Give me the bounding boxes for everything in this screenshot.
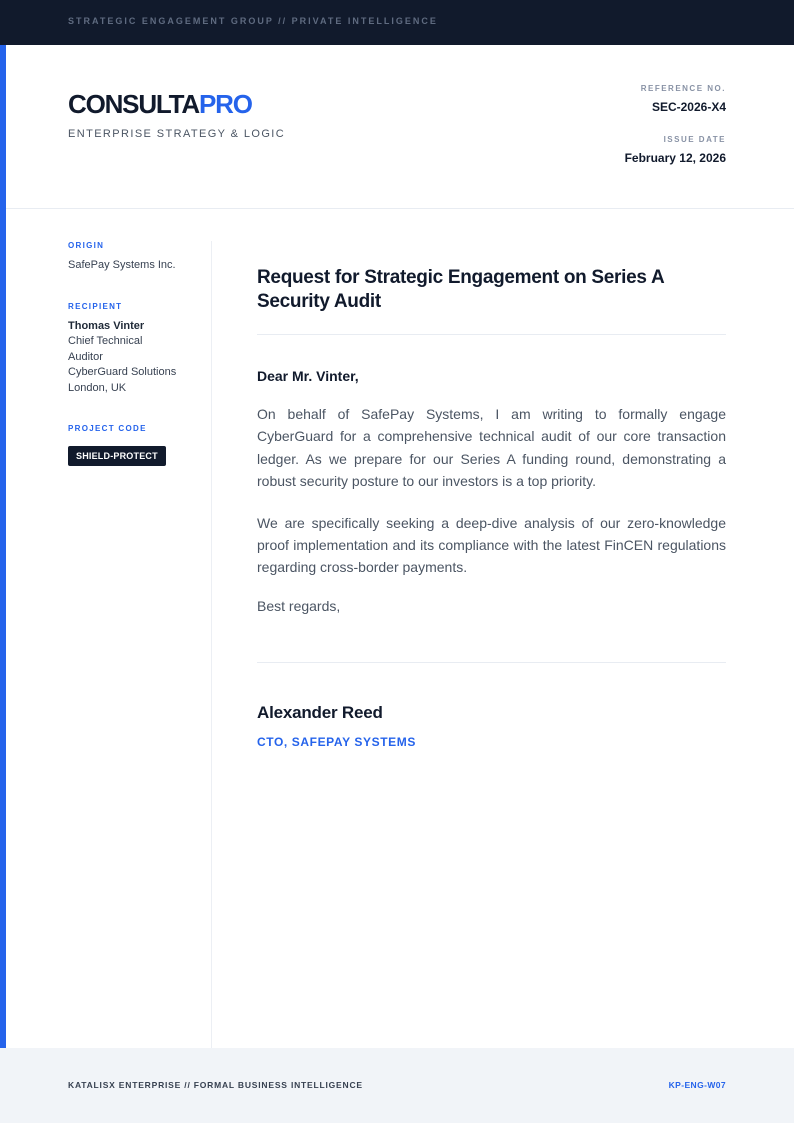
- reference-block: [641, 84, 726, 114]
- project-code-block: [68, 424, 200, 466]
- project-code-label: PROJECT CODE: [68, 424, 147, 433]
- signer-title: CTO, SAFEPAY SYSTEMS: [257, 734, 416, 749]
- brand-name-main: CONSULTA: [68, 89, 199, 119]
- footer-document-code: KP-ENG-W07: [668, 1080, 726, 1090]
- footer-left-text: KATALISX ENTERPRISE // FORMAL BUSINESS INTELLIGENCE: [68, 1080, 363, 1090]
- sidebar: [68, 241, 200, 494]
- origin-block: [68, 241, 200, 274]
- signer-name: Alexander Reed: [257, 702, 383, 722]
- origin-value: SafePay Systems Inc.: [68, 259, 176, 271]
- recipient-label: RECIPIENT: [68, 301, 123, 311]
- recipient-block: [68, 302, 200, 397]
- issue-date-label: ISSUE DATE: [663, 135, 726, 144]
- letter-body: [257, 266, 726, 749]
- origin-label: ORIGIN: [68, 241, 105, 250]
- issue-date-value: February 12, 2026: [624, 151, 726, 165]
- recipient-title-line-2: Auditor: [68, 350, 103, 363]
- recipient-name: Thomas Vinter: [68, 319, 145, 332]
- brand-name-accent: PRO: [198, 89, 252, 119]
- left-accent-bar: [0, 45, 6, 1048]
- header-divider: [6, 208, 794, 209]
- subject-divider: [257, 334, 726, 335]
- reference-value: SEC-2026-X4: [651, 100, 726, 114]
- letter-subject: Request for Strategic Engagement on Series A Security Audit: [257, 267, 664, 312]
- letter-paragraph-1: On behalf of SafePay Systems, I am writing to formally engage CyberGuard for a comprehensive technical audit of our core transaction ledger. As we prepare for our Series A funding round, demonstrating a robust security posture to our investors is a top priority.: [257, 406, 726, 490]
- recipient-company: CyberGuard Solutions: [68, 366, 177, 378]
- footer: [0, 1048, 794, 1123]
- recipient-details: [68, 319, 200, 397]
- brand-logo: [68, 88, 252, 120]
- letter-closing: Best regards,: [257, 597, 341, 614]
- letter-paragraph-2: We are specifically seeking a deep-dive analysis of our zero-knowledge proof implementation and its compliance with the latest FinCEN regulations regarding cross-border payments.: [257, 514, 726, 576]
- issue-date-block: [625, 135, 726, 165]
- column-divider: [211, 241, 212, 1048]
- signature-divider: [257, 662, 726, 663]
- letter-salutation: Dear Mr. Vinter,: [257, 368, 359, 384]
- brand-tagline: ENTERPRISE STRATEGY & LOGIC: [68, 128, 286, 140]
- reference-label: REFERENCE NO.: [640, 84, 726, 93]
- top-banner: [0, 0, 794, 45]
- recipient-location: London, UK: [68, 381, 127, 394]
- recipient-title-line-1: Chief Technical: [68, 335, 143, 347]
- project-code-badge: SHIELD-PROTECT: [68, 446, 166, 466]
- top-banner-text: STRATEGIC ENGAGEMENT GROUP // PRIVATE INTELLIGENCE: [68, 16, 438, 26]
